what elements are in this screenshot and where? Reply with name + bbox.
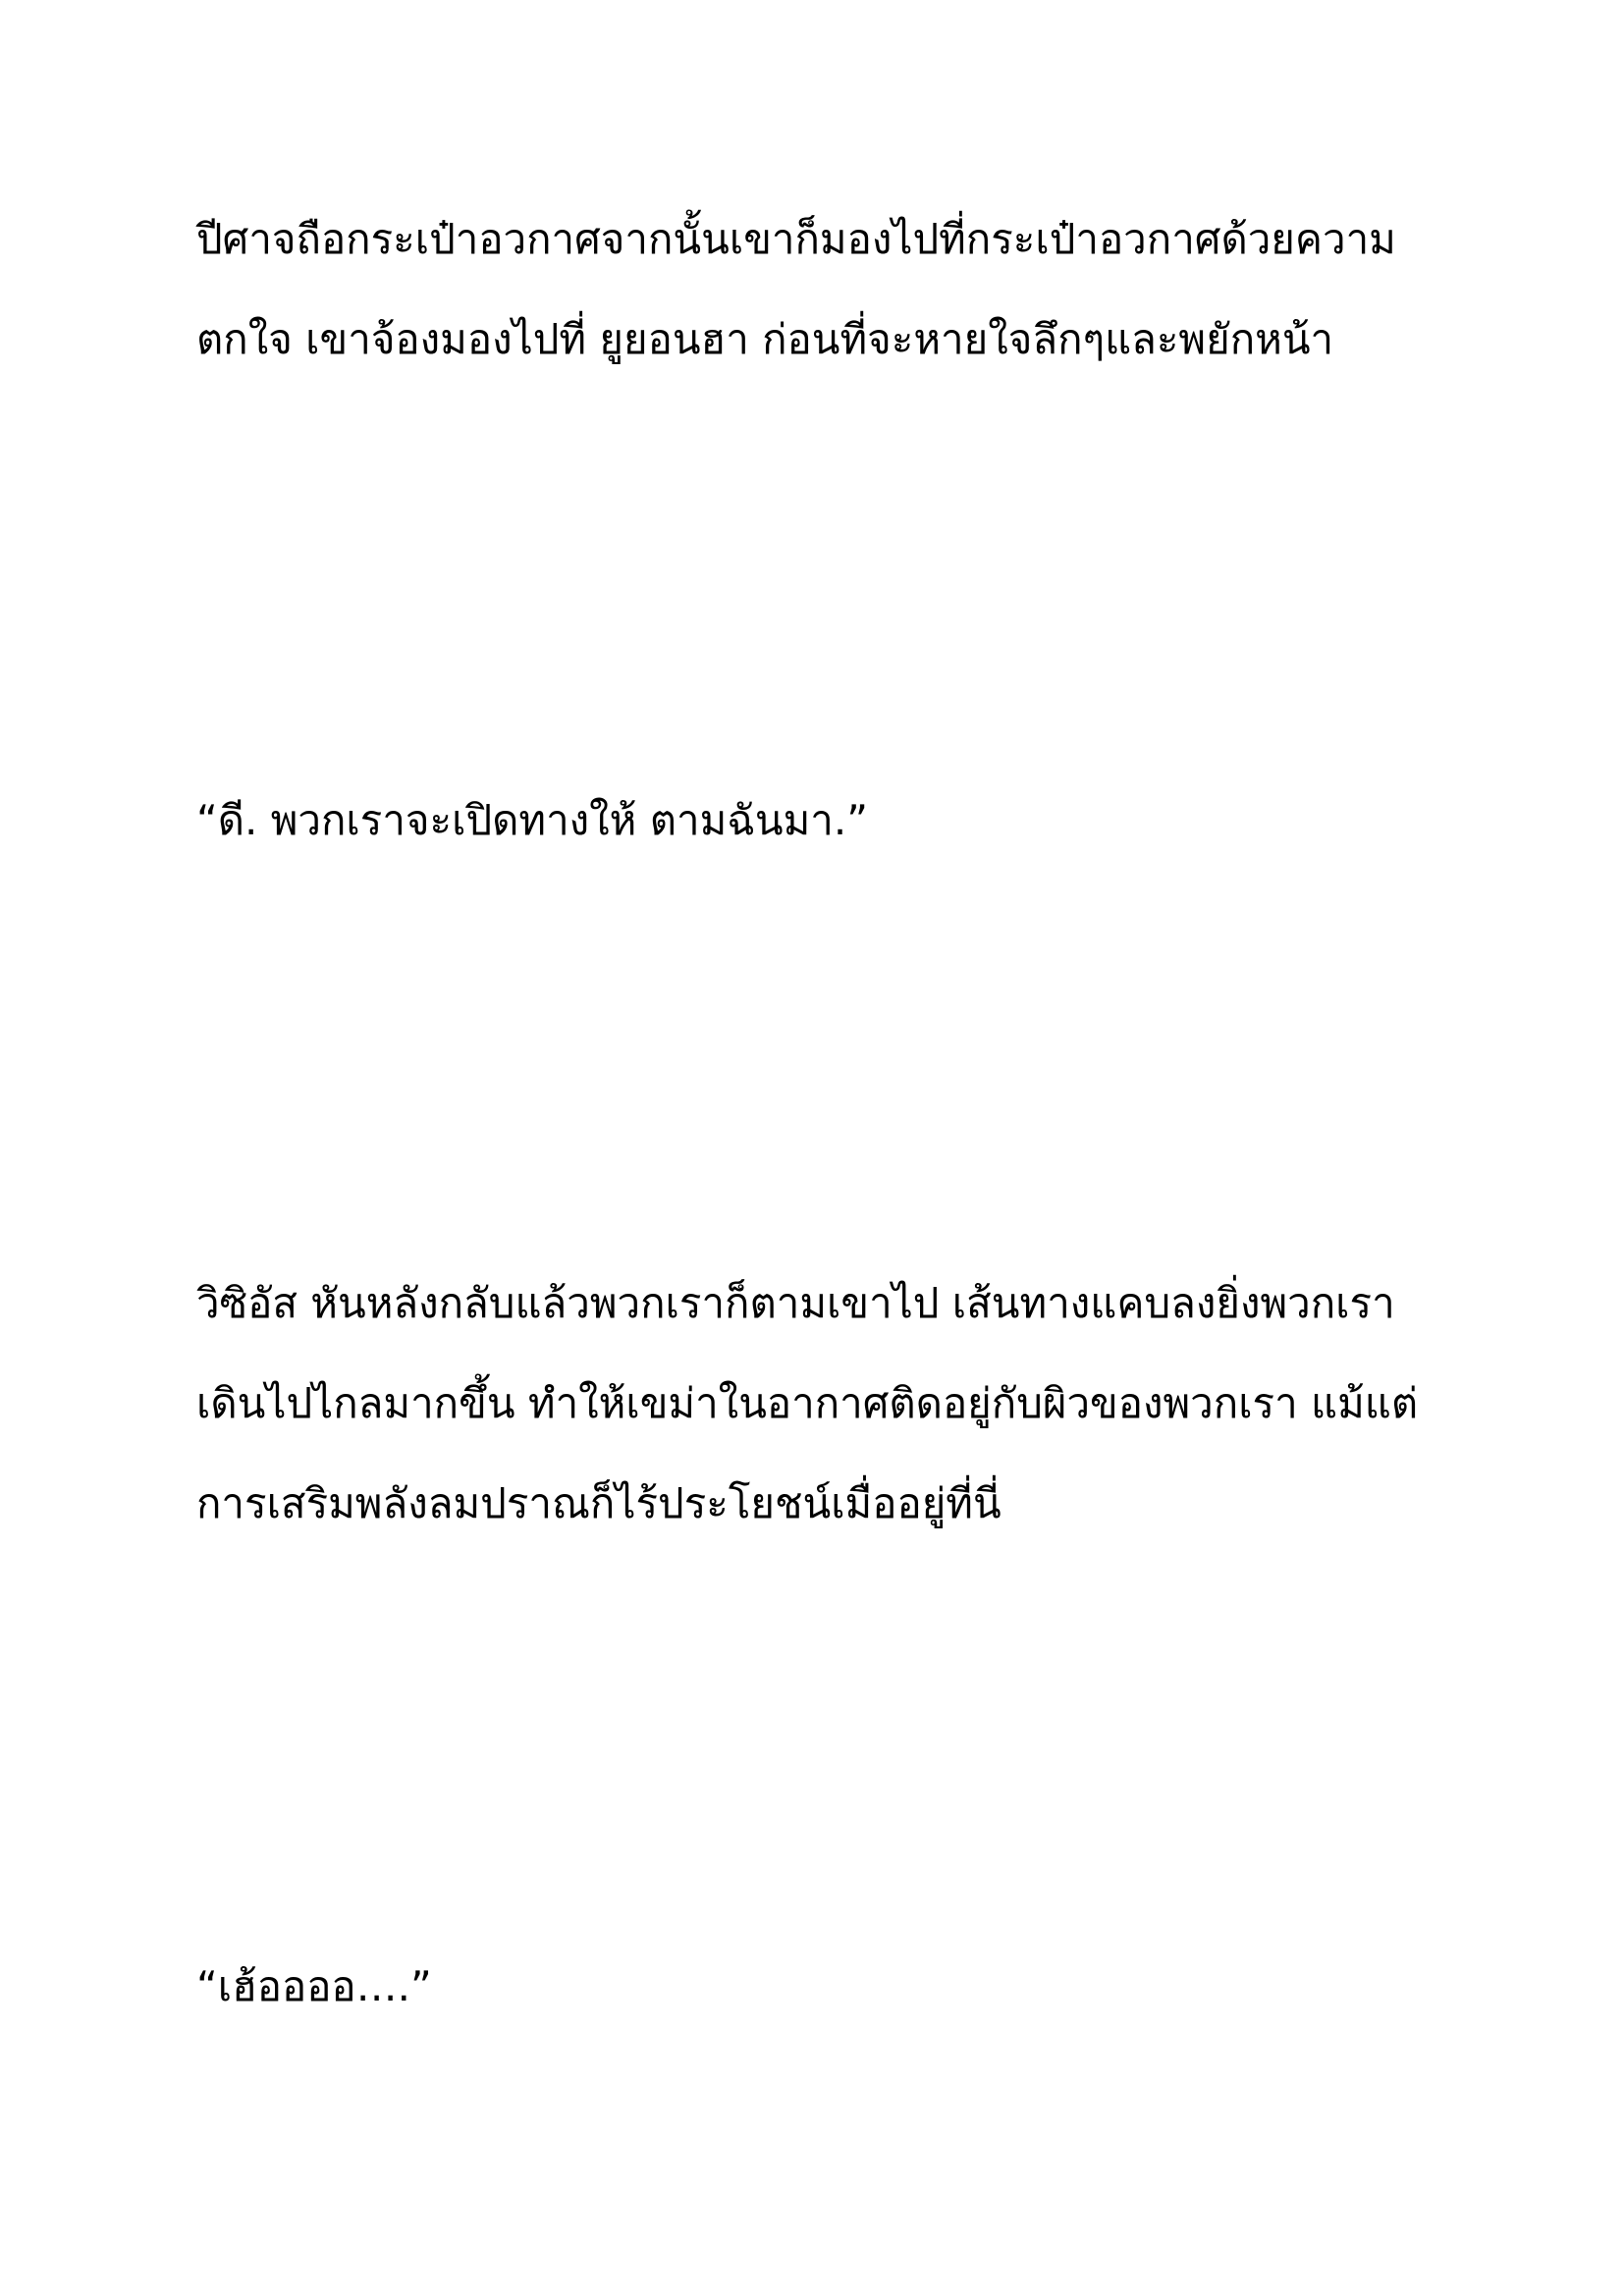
paragraph-3-line-3: การเสริมพลังลมปราณก็ไร้ประโยชน์เมื่ออยู่ที่นี่ (196, 1479, 1001, 1527)
paragraph-4-line-1: “เฮ้ออออ….” (196, 1962, 432, 2010)
paragraph-3-line-1: วิซิอัส หันหลังกลับแล้วพวกเราก็ตามเขาไป เส้นทางแคบลงยิ่งพวกเรา (196, 1279, 1395, 1327)
paragraph-3-line-2: เดินไปไกลมากขึ้น ทำให้เขม่าในอากาศติดอยู่กับผิวของพวกเรา แม้แต่ (196, 1379, 1419, 1427)
paragraph-1-line-1: ปีศาจถือกระเป๋าอวกาศจากนั้นเขาก็มองไปที่กระเป๋าอวกาศด้วยความ (196, 215, 1396, 263)
paragraph-1-line-2: ตกใจ เขาจ้องมองไปที่ ยูยอนฮา ก่อนที่จะหายใจลึกๆและพยักหน้า (196, 315, 1334, 363)
paragraph-2-line-1: “ดี. พวกเราจะเปิดทางให้ ตามฉันมา.” (196, 796, 868, 844)
